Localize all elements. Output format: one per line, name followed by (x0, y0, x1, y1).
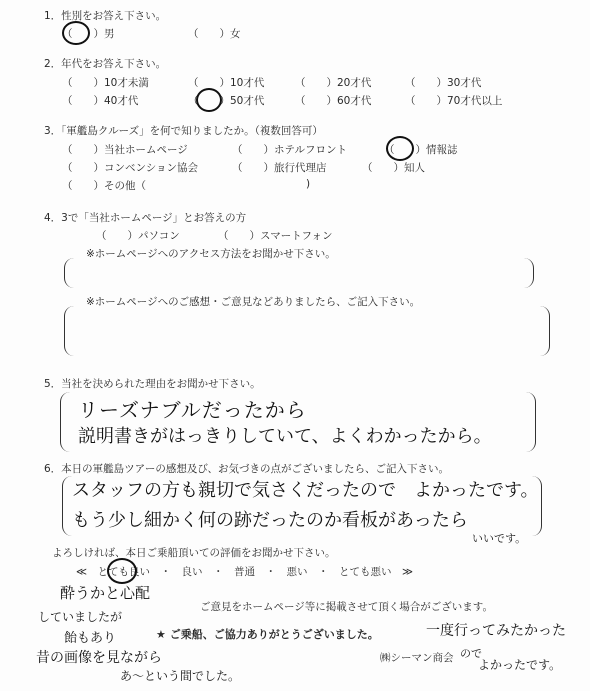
q2-50s-circle-mark (196, 88, 222, 112)
q5-title: 5．当社を決められた理由をお聞かせ下さい。 (44, 378, 261, 390)
q1-option-male[interactable]: （ ）男 (62, 28, 115, 40)
hw-note-left-5: あ〜という間でした。 (120, 669, 241, 683)
hw-note-right-2: ので (460, 647, 482, 660)
q2-option-20s[interactable]: （ ）20才代 (295, 77, 372, 89)
hw-note-right-3: よかったです。 (478, 658, 562, 672)
q4-impression-answer-box[interactable] (64, 306, 550, 356)
q1-title: 1．性別をお答え下さい。 (44, 10, 167, 22)
q3-other-close-paren: ) (306, 178, 311, 190)
q4-access-note: ※ホームページへのアクセス方法をお聞かせ下さい。 (86, 248, 336, 260)
q1-male-circle-mark (62, 21, 90, 45)
hw-note-left-2: していましたが (38, 610, 123, 624)
q3-title: 3．「軍艦島クルーズ」を何で知りましたか。（複数回答可） (44, 125, 323, 137)
q3-option-magazine[interactable]: （ ）情報誌 (384, 144, 458, 156)
q3-option-hotel-front[interactable]: （ ）ホテルフロント (232, 144, 347, 156)
q2-option-70s-plus[interactable]: （ ）70才代以上 (405, 95, 503, 107)
hw-note-right-1: 一度行ってみたかった (426, 623, 566, 639)
rating-prompt: よろしければ、本日ご乗船頂いての評価をお聞かせ下さい。 (52, 547, 336, 559)
q2-option-10s[interactable]: （ ）10才代 (188, 77, 265, 89)
q6-handwritten-line-1: スタッフの方も親切で気さくだったので よかったです。 (72, 480, 539, 501)
q4-option-smartphone[interactable]: （ ）スマートフォン (218, 230, 333, 242)
q4-access-answer-box[interactable] (64, 258, 534, 288)
q6-title: 6．本日の軍艦島ツアーの感想及び、お気づきの点がございましたら、ご記入下さい。 (44, 463, 449, 475)
q2-option-60s[interactable]: （ ）60才代 (295, 95, 372, 107)
rating-very-good-circle-mark (107, 558, 137, 584)
hw-note-left-1: 酔うかと心配 (60, 584, 151, 602)
q4-impression-note: ※ホームページへのご感想・ご意見などありましたら、ご記入下さい。 (86, 296, 421, 308)
thanks-message: ★ ご乗船、ご協力ありがとうございました。 (156, 628, 379, 641)
q3-magazine-circle-mark (386, 136, 414, 161)
q6-handwritten-line-2: もう少し細かく何の跡だったのか看板があったら (72, 510, 468, 531)
q2-option-under10[interactable]: （ ）10才未満 (62, 77, 149, 89)
hw-note-left-4: 昔の画像を見ながら (36, 650, 162, 666)
q2-option-50s[interactable]: （ ）50才代 (188, 95, 265, 107)
publish-note: ご意見をホームページ等に掲載させて頂く場合がございます。 (200, 601, 493, 613)
q2-option-40s[interactable]: （ ）40才代 (62, 95, 139, 107)
hw-note-left-3: 飴もあり (64, 631, 117, 646)
q5-handwritten-line-2: 説明書きがはっきりしていて、よくわかったから。 (78, 426, 492, 447)
q2-title: 2．年代をお答え下さい。 (44, 58, 167, 70)
q5-handwritten-line-1: リーズナブルだったから (78, 398, 307, 422)
q2-option-30s[interactable]: （ ）30才代 (405, 77, 482, 89)
q4-option-pc[interactable]: （ ）パソコン (96, 230, 180, 242)
q3-option-acquaintance[interactable]: （ ）知人 (362, 162, 425, 174)
q1-option-female[interactable]: （ ）女 (188, 28, 241, 40)
q4-title: 4．3で「当社ホームページ」とお答えの方 (44, 212, 247, 224)
q3-option-travel-agency[interactable]: （ ）旅行代理店 (232, 162, 327, 174)
q3-option-convention[interactable]: （ ）コンベンション協会 (62, 162, 199, 174)
company-name: ㈱シーマン商会 (380, 652, 454, 664)
rating-scale[interactable]: ≪ とても良い ・ 良い ・ 普通 ・ 悪い ・ とても悪い ≫ (76, 566, 413, 578)
q3-option-homepage[interactable]: （ ）当社ホームページ (62, 144, 188, 156)
q6-handwritten-line-3: いいです。 (472, 532, 527, 545)
q3-option-other[interactable]: （ ）その他（ (62, 180, 146, 192)
